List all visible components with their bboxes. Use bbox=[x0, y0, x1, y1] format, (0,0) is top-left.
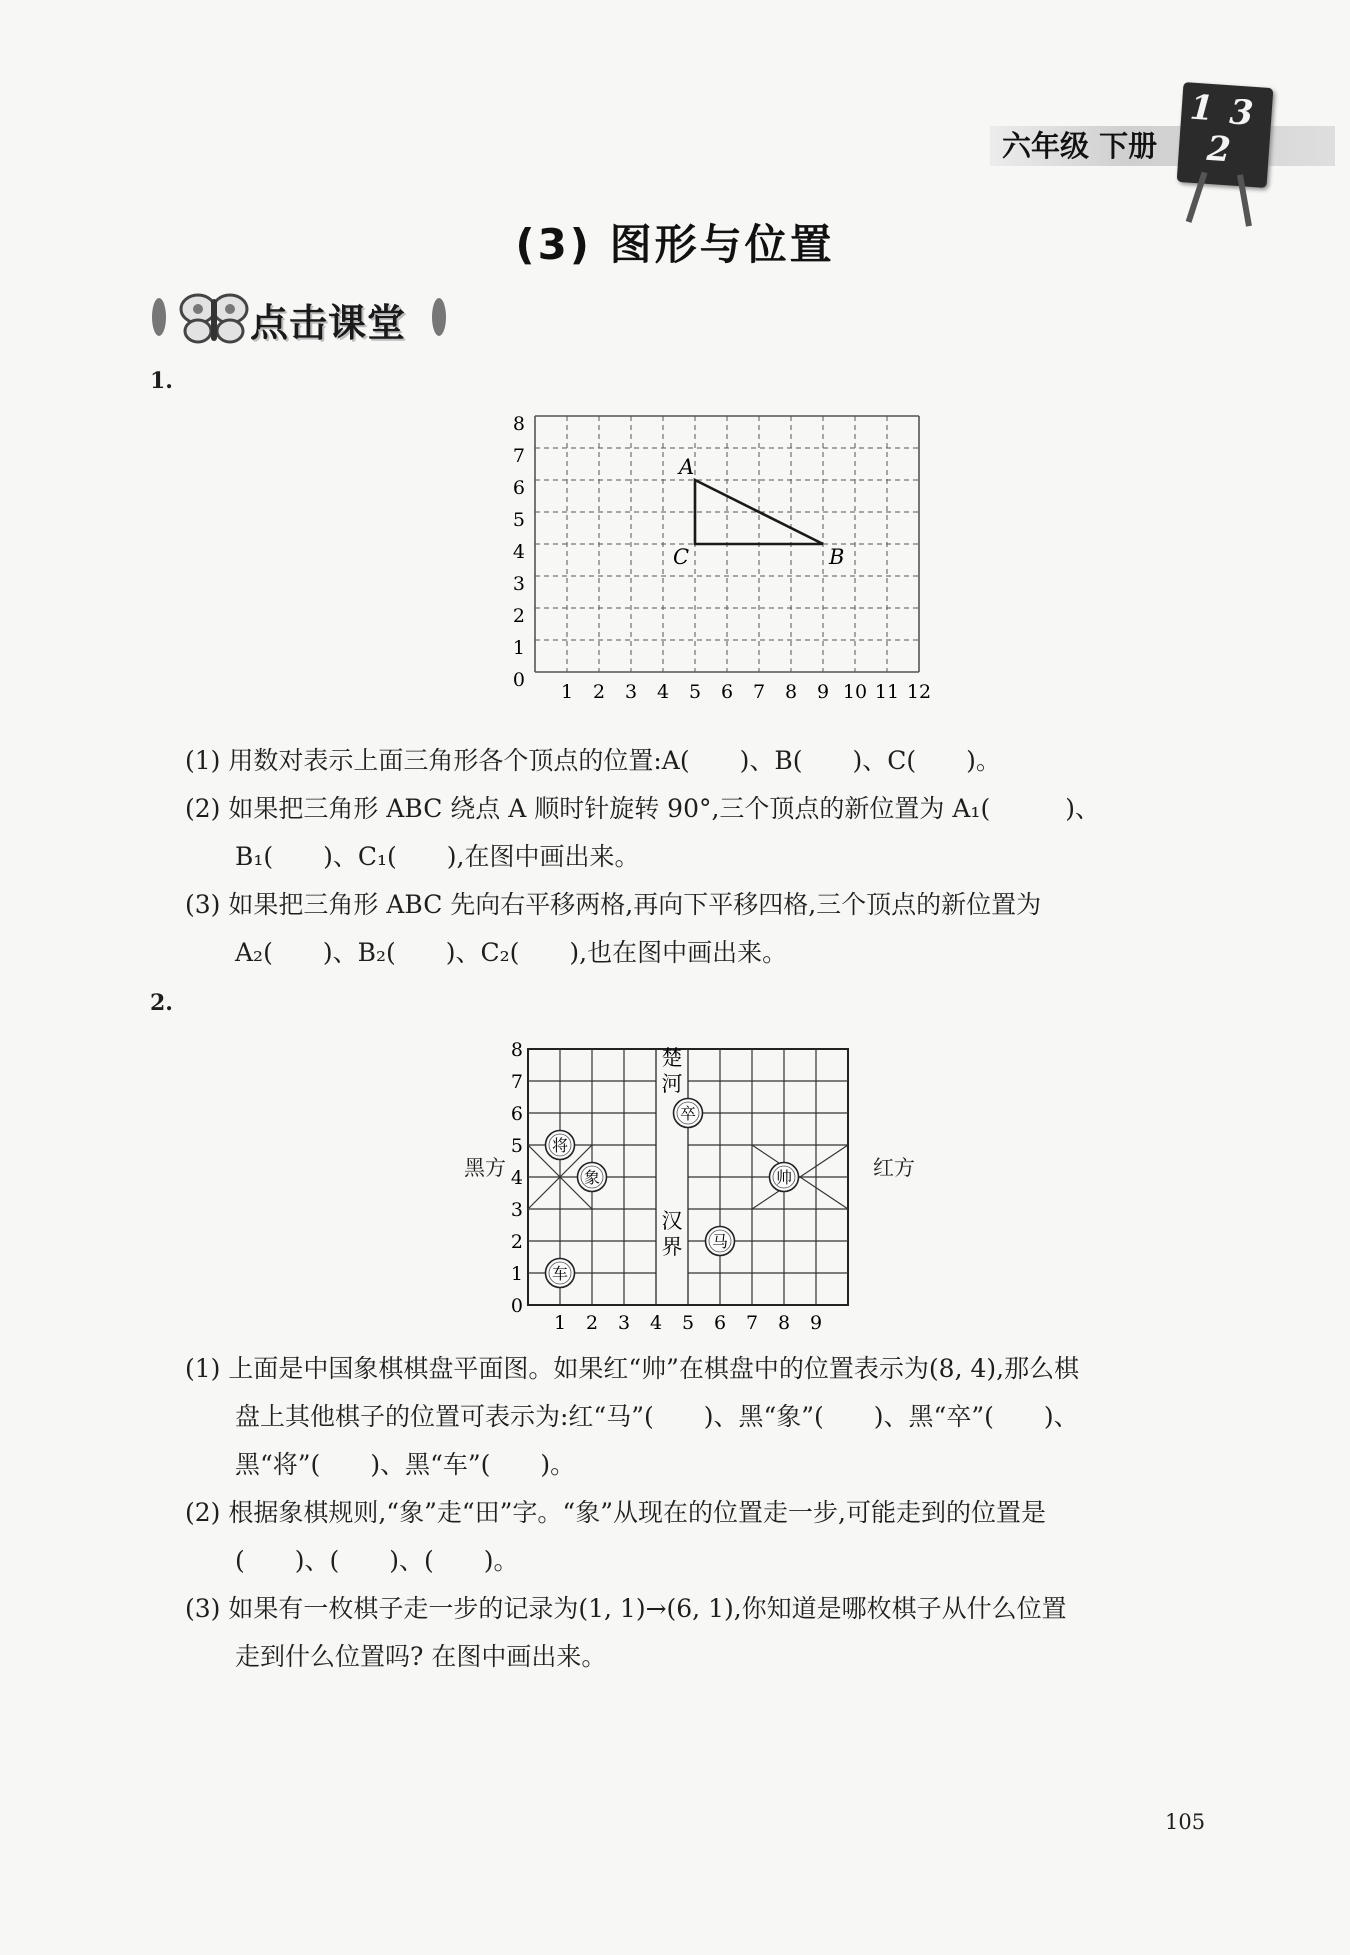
y-tick-label: 2 bbox=[510, 1231, 523, 1253]
x-tick-label: 5 bbox=[681, 1312, 695, 1334]
y-tick-label: 8 bbox=[510, 1039, 523, 1061]
x-tick-label: 2 bbox=[585, 1312, 599, 1334]
x-tick-label: 8 bbox=[777, 1312, 791, 1334]
chess-piece-label: 车 bbox=[551, 1264, 569, 1283]
chess-piece-label: 象 bbox=[583, 1168, 601, 1187]
y-tick-label: 7 bbox=[510, 1071, 523, 1093]
q1-item-1 bbox=[185, 737, 1205, 785]
x-tick-label: 8 bbox=[784, 681, 798, 703]
side-red-label: 红方 bbox=[873, 1156, 915, 1180]
blackboard-logo bbox=[1177, 82, 1274, 188]
y-tick-label: 6 bbox=[512, 477, 525, 499]
x-tick-label: 11 bbox=[874, 681, 900, 703]
river-text-top: 楚 bbox=[661, 1046, 683, 1070]
q1-item-1-line-1: (1) 用数对表示上面三角形各个顶点的位置:A( )、B( )、C( )。 bbox=[185, 746, 1001, 775]
chess-piece-label: 马 bbox=[711, 1232, 729, 1251]
q1-item-2-line-2: B₁( )、C₁( ),在图中画出来。 bbox=[235, 842, 640, 871]
page-title: (3) 图形与位置 bbox=[515, 220, 835, 269]
x-tick-label: 5 bbox=[688, 681, 702, 703]
q1-item-3-line-1: (3) 如果把三角形 ABC 先向右平移两格,再向下平移四格,三个顶点的新位置为 bbox=[185, 890, 1042, 919]
q2-item-2 bbox=[185, 1489, 1205, 1585]
q1-item-2-line-1: (2) 如果把三角形 ABC 绕点 A 顺时针旋转 90°,三个顶点的新位置为 A₁( )、 bbox=[185, 794, 1100, 823]
badge-digit-3: 3 bbox=[1228, 92, 1255, 134]
x-tick-label: 3 bbox=[617, 1312, 631, 1334]
y-tick-label: 0 bbox=[512, 669, 525, 691]
x-tick-label: 1 bbox=[553, 1312, 567, 1334]
y-tick-label: 4 bbox=[512, 541, 525, 563]
x-tick-label: 4 bbox=[649, 1312, 663, 1334]
chess-piece-label: 将 bbox=[551, 1136, 569, 1155]
chess-piece-label: 卒 bbox=[679, 1104, 697, 1123]
q2-item-3 bbox=[185, 1585, 1205, 1681]
x-tick-label: 10 bbox=[842, 681, 868, 703]
q1-item-2 bbox=[185, 785, 1205, 881]
chess-piece-label: 帅 bbox=[775, 1168, 793, 1187]
q2-item-3-line-1: (3) 如果有一枚棋子走一步的记录为(1, 1)→(6, 1),你知道是哪枚棋子从什么位置 bbox=[185, 1594, 1067, 1623]
x-tick-label: 9 bbox=[809, 1312, 823, 1334]
y-tick-label: 1 bbox=[510, 1263, 523, 1285]
x-tick-label: 3 bbox=[624, 681, 638, 703]
x-tick-label: 9 bbox=[816, 681, 830, 703]
question-number-2: 2. bbox=[150, 990, 173, 1016]
page-number: 105 bbox=[1165, 1810, 1206, 1834]
q1-item-3-line-2: A₂( )、B₂( )、C₂( ),也在图中画出来。 bbox=[235, 938, 788, 967]
x-tick-label: 12 bbox=[906, 681, 932, 703]
x-tick-label: 4 bbox=[656, 681, 670, 703]
river-text-bottom: 界 bbox=[661, 1235, 683, 1260]
q2-item-2-line-1: (2) 根据象棋规则,“象”走“田”字。“象”从现在的位置走一步,可能走到的位置是 bbox=[185, 1498, 1046, 1527]
coordinate-grid bbox=[470, 402, 932, 712]
y-tick-label: 4 bbox=[510, 1167, 523, 1189]
butterfly-icon bbox=[178, 287, 250, 347]
y-tick-label: 5 bbox=[512, 509, 525, 531]
q1-item-3 bbox=[185, 881, 1205, 977]
y-tick-label: 3 bbox=[512, 573, 525, 595]
vertex-label-a: A bbox=[679, 455, 695, 479]
y-tick-label: 5 bbox=[510, 1135, 523, 1157]
q2-item-1-line-1: (1) 上面是中国象棋棋盘平面图。如果红“帅”在棋盘中的位置表示为(8, 4),那么棋 bbox=[185, 1354, 1080, 1383]
y-tick-label: 1 bbox=[512, 637, 525, 659]
banner-cap-left bbox=[152, 298, 166, 336]
grade-label: 六年级 下册 bbox=[1002, 129, 1158, 163]
y-tick-label: 2 bbox=[512, 605, 525, 627]
section-banner bbox=[150, 287, 450, 347]
q2-item-2-line-2: ( )、( )、( )。 bbox=[235, 1546, 519, 1575]
x-tick-label: 6 bbox=[713, 1312, 727, 1334]
x-tick-label: 2 bbox=[592, 681, 606, 703]
q2-item-1-line-3: 黑“将”( )、黑“车”( )。 bbox=[235, 1450, 576, 1479]
x-tick-label: 7 bbox=[752, 681, 766, 703]
vertex-label-b: B bbox=[829, 545, 845, 569]
river-text-top: 河 bbox=[661, 1072, 683, 1096]
badge-digit-1: 1 bbox=[1188, 87, 1215, 130]
y-tick-label: 7 bbox=[512, 445, 525, 467]
badge-digit-2: 2 bbox=[1205, 128, 1233, 171]
y-tick-label: 0 bbox=[510, 1295, 523, 1317]
x-tick-label: 6 bbox=[720, 681, 734, 703]
q2-item-1-line-2: 盘上其他棋子的位置可表示为:红“马”( )、黑“象”( )、黑“卒”( )、 bbox=[235, 1402, 1079, 1431]
question-number-1: 1. bbox=[150, 368, 173, 394]
chess-board bbox=[450, 1025, 880, 1334]
y-tick-label: 3 bbox=[510, 1199, 523, 1221]
x-tick-label: 7 bbox=[745, 1312, 759, 1334]
banner-cap-right bbox=[432, 298, 446, 336]
q2-item-3-line-2: 走到什么位置吗? 在图中画出来。 bbox=[235, 1642, 607, 1671]
q2-item-1 bbox=[185, 1345, 1205, 1489]
y-tick-label: 8 bbox=[512, 413, 525, 435]
side-black-label: 黑方 bbox=[464, 1156, 506, 1180]
x-tick-label: 1 bbox=[560, 681, 574, 703]
vertex-label-c: C bbox=[673, 545, 690, 569]
y-tick-label: 6 bbox=[510, 1103, 523, 1125]
river-text-bottom: 汉 bbox=[661, 1209, 683, 1234]
banner-label: 点击课堂 bbox=[250, 301, 407, 345]
